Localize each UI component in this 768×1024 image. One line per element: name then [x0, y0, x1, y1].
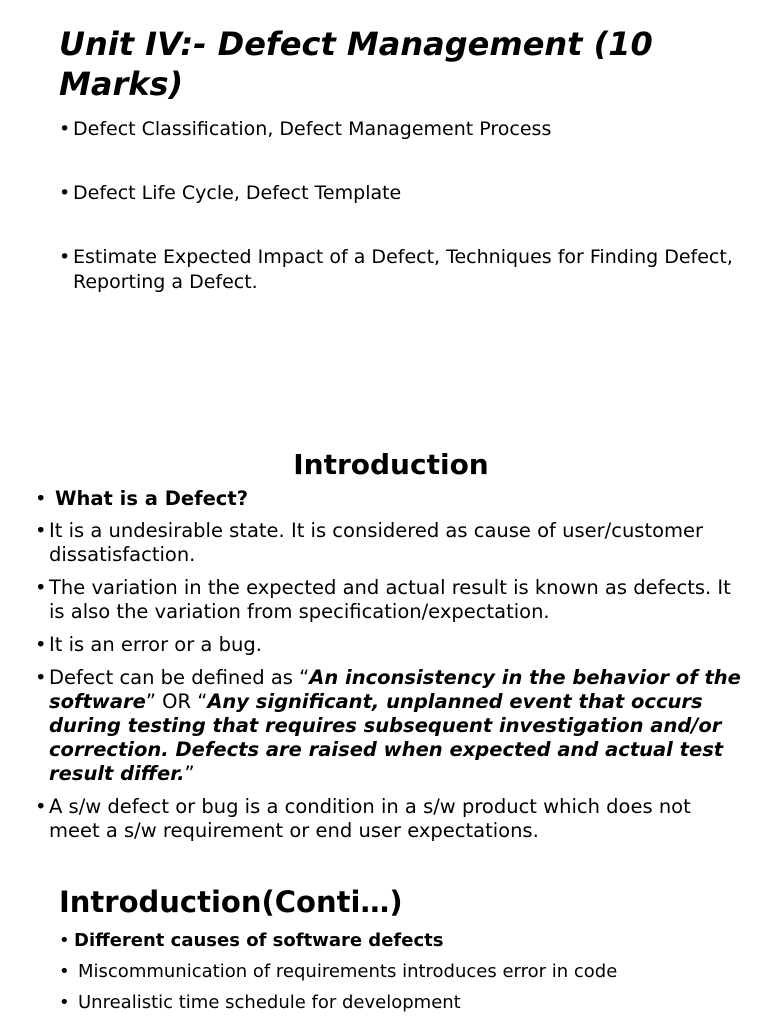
causes-list [59, 929, 739, 1022]
definition-one: An inconsistency in the behavior of the software [49, 666, 741, 713]
list-item-what-is-defect [35, 487, 745, 511]
item-text: It is a undesirable state. It is considered as cause of user/customer dissatisfaction. [49, 519, 704, 566]
question-text: What is a Defect? [55, 487, 249, 510]
list-item-causes-heading [59, 929, 739, 953]
definition-suffix: ” [184, 762, 195, 785]
definition-mid: ” OR “ [145, 690, 208, 713]
causes-heading-text: Different causes of software defects [74, 930, 444, 951]
introduction-continued-title: Introduction(Conti…) [59, 885, 403, 919]
topic-item [59, 181, 739, 206]
introduction-list [35, 487, 745, 852]
topic-list-2 [59, 181, 739, 206]
topic-item [59, 245, 739, 295]
topic-text: Defect Classification, Defect Management Process [73, 118, 552, 140]
topic-item [59, 117, 739, 142]
item-text: The variation in the expected and actual result is known as defects. It is also the variation from specification/expectation. [49, 576, 731, 623]
bullet-icon: • [59, 246, 71, 268]
bullet-icon: • [59, 182, 71, 204]
list-item-cause [59, 960, 739, 984]
list-item-undesirable [35, 519, 745, 567]
bullet-icon: • [35, 519, 47, 542]
definition-prefix: Defect can be defined as “ [49, 666, 310, 689]
bullet-icon: • [35, 795, 47, 818]
definition-two: Any significant, unplanned event that occurs during testing that requires subsequent investigation and/or correction. Defects are raised when expected and actual test result differ. [49, 690, 724, 785]
topic-list-1 [59, 117, 739, 142]
bullet-icon: • [59, 118, 71, 140]
bullet-icon: • [35, 666, 47, 689]
cause-text: Miscommunication of requirements introduces error in code [78, 961, 618, 982]
bullet-icon: • [35, 487, 47, 510]
list-item-cause [59, 991, 739, 1015]
list-item-definition [35, 666, 745, 786]
list-item-sw-defect [35, 795, 745, 843]
item-text: A s/w defect or bug is a condition in a s/w product which does not meet a s/w requirement or end user expectations. [49, 795, 691, 842]
bullet-icon: • [59, 992, 70, 1013]
list-item-error-bug [35, 633, 745, 657]
unit-title: Unit IV:- Defect Management (10 Marks) [59, 25, 653, 103]
bullet-icon: • [59, 961, 70, 982]
bullet-icon: • [59, 930, 70, 951]
bullet-icon: • [35, 576, 47, 599]
bullet-icon: • [35, 633, 47, 656]
topic-text: Estimate Expected Impact of a Defect, Techniques for Finding Defect, Reporting a Defect. [73, 246, 733, 293]
topic-text: Defect Life Cycle, Defect Template [73, 182, 402, 204]
cause-text: Unrealistic time schedule for development [78, 992, 461, 1013]
item-text: It is an error or a bug. [49, 633, 262, 656]
list-item-variation [35, 576, 745, 624]
introduction-title: Introduction [293, 448, 489, 481]
topic-list-3 [59, 245, 739, 295]
